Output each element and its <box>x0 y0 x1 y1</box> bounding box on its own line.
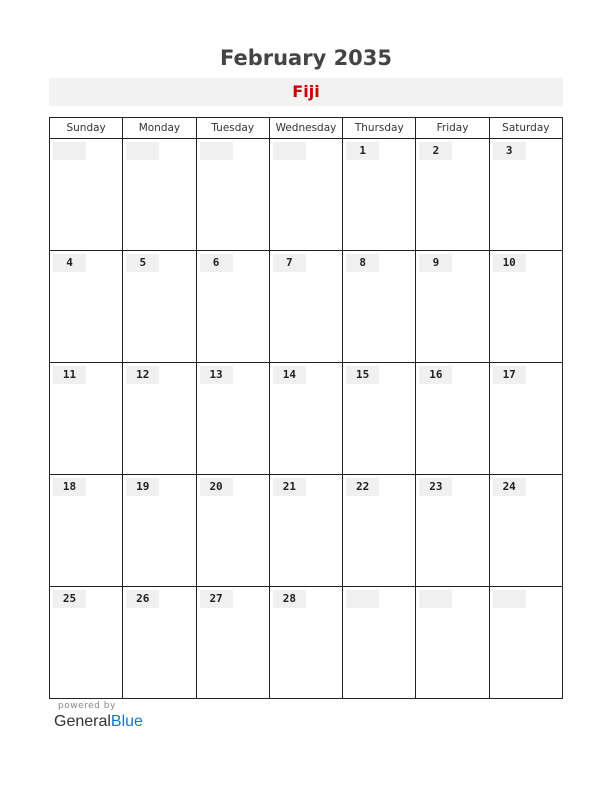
calendar-day-cell <box>196 251 269 363</box>
weekday-header-row <box>50 118 563 139</box>
calendar-day-cell <box>489 363 562 475</box>
calendar-day-cell <box>489 475 562 587</box>
day-number: 18 <box>53 478 86 496</box>
day-number: 21 <box>273 478 306 496</box>
calendar-week-row <box>50 475 563 587</box>
calendar-day-cell <box>343 251 416 363</box>
calendar-day-cell <box>50 475 123 587</box>
day-number: 20 <box>200 478 233 496</box>
day-number: 26 <box>126 590 159 608</box>
empty-day-badge <box>126 142 159 160</box>
day-number: 4 <box>53 254 86 272</box>
empty-day-badge <box>419 590 452 608</box>
calendar-day-cell <box>123 587 196 699</box>
empty-day-badge <box>200 142 233 160</box>
day-number: 24 <box>493 478 526 496</box>
day-number: 5 <box>126 254 159 272</box>
brand-name-general: General <box>54 713 111 730</box>
calendar-day-cell <box>269 251 342 363</box>
calendar-day-cell <box>343 475 416 587</box>
calendar-day-cell <box>50 587 123 699</box>
calendar-day-cell <box>489 139 562 251</box>
weekday-saturday: Saturday <box>489 118 562 139</box>
calendar-day-cell <box>269 587 342 699</box>
calendar-day-cell <box>196 139 269 251</box>
calendar-day-cell <box>50 363 123 475</box>
empty-day-badge <box>53 142 86 160</box>
day-number: 2 <box>419 142 452 160</box>
calendar-day-cell <box>416 363 489 475</box>
calendar-grid <box>49 117 563 699</box>
weekday-sunday: Sunday <box>50 118 123 139</box>
day-number: 23 <box>419 478 452 496</box>
calendar-day-cell <box>416 139 489 251</box>
calendar-day-cell <box>123 251 196 363</box>
calendar-day-cell <box>416 587 489 699</box>
page-title: February 2035 <box>219 46 393 70</box>
day-number: 16 <box>419 366 452 384</box>
calendar-day-cell <box>123 475 196 587</box>
calendar-day-cell <box>416 475 489 587</box>
calendar-body <box>50 139 563 699</box>
weekday-tuesday: Tuesday <box>196 118 269 139</box>
country-label: Fiji <box>292 82 320 101</box>
day-number: 1 <box>346 142 379 160</box>
calendar-week-row <box>50 139 563 251</box>
day-number: 17 <box>493 366 526 384</box>
day-number: 9 <box>419 254 452 272</box>
calendar-week-row <box>50 363 563 475</box>
calendar-day-cell <box>416 251 489 363</box>
calendar-day-cell <box>269 363 342 475</box>
day-number: 7 <box>273 254 306 272</box>
country-band <box>49 78 563 106</box>
day-number: 13 <box>200 366 233 384</box>
calendar-day-cell <box>50 251 123 363</box>
day-number: 8 <box>346 254 379 272</box>
weekday-friday: Friday <box>416 118 489 139</box>
day-number: 25 <box>53 590 86 608</box>
day-number: 10 <box>493 254 526 272</box>
calendar-day-cell <box>196 587 269 699</box>
empty-day-badge <box>273 142 306 160</box>
day-number: 14 <box>273 366 306 384</box>
day-number: 3 <box>493 142 526 160</box>
weekday-monday: Monday <box>123 118 196 139</box>
calendar-day-cell <box>196 475 269 587</box>
calendar-day-cell <box>123 363 196 475</box>
calendar-day-cell <box>343 363 416 475</box>
weekday-thursday: Thursday <box>343 118 416 139</box>
weekday-wednesday: Wednesday <box>269 118 342 139</box>
empty-day-badge <box>346 590 379 608</box>
day-number: 15 <box>346 366 379 384</box>
day-number: 6 <box>200 254 233 272</box>
day-number: 12 <box>126 366 159 384</box>
calendar-week-row <box>50 587 563 699</box>
day-number: 11 <box>53 366 86 384</box>
brand-logo <box>54 713 143 731</box>
calendar-day-cell <box>343 587 416 699</box>
day-number: 19 <box>126 478 159 496</box>
powered-by-text: powered by <box>58 701 116 711</box>
calendar-day-cell <box>269 475 342 587</box>
calendar-week-row <box>50 251 563 363</box>
calendar-day-cell <box>343 139 416 251</box>
brand-name-blue: Blue <box>110 713 143 730</box>
calendar-day-cell <box>489 587 562 699</box>
empty-day-badge <box>493 590 526 608</box>
calendar-day-cell <box>123 139 196 251</box>
day-number: 22 <box>346 478 379 496</box>
calendar-day-cell <box>269 139 342 251</box>
calendar-day-cell <box>50 139 123 251</box>
day-number: 28 <box>273 590 306 608</box>
calendar-day-cell <box>489 251 562 363</box>
day-number: 27 <box>200 590 233 608</box>
calendar-day-cell <box>196 363 269 475</box>
